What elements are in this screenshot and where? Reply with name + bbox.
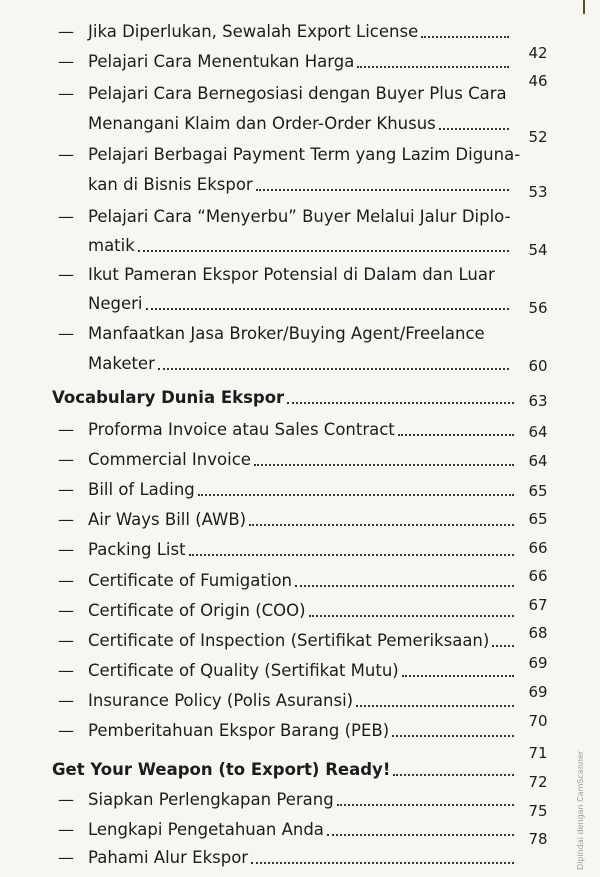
entry-title: Commercial Invoice [88,450,251,469]
entry-title-continued: kan di Bisnis Ekspor [88,175,253,194]
bullet-dash: — [58,631,74,650]
page-number: 64 [528,423,548,441]
page-number: 56 [528,299,548,317]
toc-entry-harga [88,52,513,72]
section-heading-weapon [52,760,518,780]
page-edge-mark [583,0,585,14]
toc-entry-peb [88,721,518,741]
toc-entry-origin [88,601,518,621]
bullet-dash: — [58,324,74,343]
bullet-dash: — [58,540,74,559]
toc-entry-payment-term-line1 [88,145,521,165]
bullet-dash: — [58,420,74,439]
entry-title: Siapkan Perlengkapan Perang [88,790,334,809]
bullet-dash: — [58,571,74,590]
leader-dots [256,189,509,191]
toc-entry-pengetahuan [88,820,518,840]
entry-title: Pelajari Berbagai Payment Term yang Lazim Diguna- [88,145,521,164]
page-number: 53 [528,183,548,201]
entry-title: Pelajari Cara “Menyerbu” Buyer Melalui Jalur Diplo- [88,207,511,226]
entry-title-continued: Maketer [88,354,155,373]
page-number: 68 [528,624,548,642]
entry-title: Air Ways Bill (AWB) [88,510,247,529]
bullet-dash: — [58,84,74,103]
leader-dots [254,464,514,466]
page-number: 69 [528,683,548,701]
leader-dots [393,774,514,776]
toc-entry-inspection [88,631,518,651]
entry-title: Insurance Policy (Polis Asuransi) [88,691,354,710]
entry-title: Pahami Alur Ekspor [88,848,249,867]
toc-entry-pameran-line1 [88,265,518,285]
leader-dots [327,834,514,836]
page-number: 63 [528,392,548,410]
leader-dots [402,675,514,677]
toc-entry-proforma-invoice [88,420,518,440]
leader-dots [189,554,514,556]
bullet-dash: — [58,52,74,71]
entry-title-continued: Negeri [88,294,143,313]
page-number: 52 [528,128,548,146]
entry-title: Certificate of Origin (COO) [88,601,306,620]
bullet-dash: — [58,848,74,867]
entry-title: Certificate of Quality (Sertifikat Mutu) [88,661,399,680]
toc-entry-negosiasi-line1 [88,84,518,104]
leader-dots [421,36,509,38]
page-number: 54 [528,241,548,259]
section-title: Get Your Weapon (to Export) Ready! [52,760,391,779]
toc-entry-diplomatik-line1 [88,207,518,227]
toc-entry-bill-of-lading [88,480,518,500]
toc-entry-insurance [88,691,518,711]
bullet-dash: — [58,22,74,41]
leader-dots [251,862,514,864]
toc-entry-pameran-line2 [88,294,513,314]
page-number: 65 [528,482,548,500]
leader-dots [249,524,514,526]
page-number: 65 [528,510,548,528]
bullet-dash: — [58,265,74,284]
toc-entry-alur-ekspor [88,848,518,868]
entry-title: Manfaatkan Jasa Broker/Buying Agent/Freelance [88,324,485,343]
section-heading-vocabulary [52,388,518,408]
toc-entry-broker-line2 [88,354,513,374]
page-number: 70 [528,712,548,730]
section-title: Vocabulary Dunia Ekspor [52,388,285,407]
toc-entry-diplomatik-line2 [88,236,513,256]
bullet-dash: — [58,691,74,710]
leader-dots [146,308,510,310]
toc-entry-export-license [88,22,513,42]
toc-entry-perlengkapan [88,790,518,810]
entry-title-continued: matik [88,236,135,255]
entry-title: Lengkapi Pengetahuan Anda [88,820,324,839]
page-number: 67 [528,596,548,614]
page-number: 75 [528,802,548,820]
leader-dots [337,804,514,806]
entry-title: Pelajari Cara Bernegosiasi dengan Buyer Plus Cara [88,84,507,103]
bullet-dash: — [58,510,74,529]
bullet-dash: — [58,450,74,469]
entry-title: Ikut Pameran Ekspor Potensial di Dalam dan Luar [88,265,495,284]
scanner-watermark: Dipindai dengan CamScanner [576,750,585,870]
toc-entry-broker-line1 [88,324,518,344]
page-number: 66 [528,567,548,585]
page-number: 72 [528,773,548,791]
leader-dots [198,494,514,496]
toc-entry-quality [88,661,518,681]
bullet-dash: — [58,661,74,680]
bullet-dash: — [58,207,74,226]
leader-dots [138,250,509,252]
page-number: 42 [528,44,548,62]
entry-title: Certificate of Inspection (Sertifikat Pemeriksaan) [88,631,490,650]
entry-title: Pelajari Cara Menentukan Harga [88,52,355,71]
entry-title: Certificate of Fumigation [88,571,292,590]
bullet-dash: — [58,790,74,809]
leader-dots [492,645,514,647]
leader-dots [295,585,514,587]
entry-title: Bill of Lading [88,480,195,499]
leader-dots [392,735,514,737]
page-number: 60 [528,357,548,375]
page-number: 46 [528,72,548,90]
page-number: 69 [528,654,548,672]
entry-title: Proforma Invoice atau Sales Contract [88,420,395,439]
leader-dots [158,368,509,370]
leader-dots [309,615,514,617]
entry-title: Jika Diperlukan, Sewalah Export License [88,22,419,41]
bullet-dash: — [58,480,74,499]
page-number: 64 [528,452,548,470]
bullet-dash: — [58,601,74,620]
toc-entry-packing-list [88,540,518,560]
leader-dots [287,402,514,404]
toc-entry-commercial-invoice [88,450,518,470]
leader-dots [356,705,514,707]
leader-dots [398,434,514,436]
entry-title: Pemberitahuan Ekspor Barang (PEB) [88,721,390,740]
toc-entry-fumigation [88,571,518,591]
bullet-dash: — [58,721,74,740]
leader-dots [439,128,509,130]
entry-title-continued: Menangani Klaim dan Order-Order Khusus [88,114,436,133]
leader-dots [357,66,509,68]
toc-entry-air-ways-bill [88,510,518,530]
bullet-dash: — [58,145,74,164]
page-number: 78 [528,830,548,848]
toc-entry-negosiasi-line2 [88,114,513,134]
bullet-dash: — [58,820,74,839]
page-number: 71 [528,744,548,762]
toc-entry-payment-term-line2 [88,175,513,195]
page-number: 66 [528,539,548,557]
entry-title: Packing List [88,540,186,559]
